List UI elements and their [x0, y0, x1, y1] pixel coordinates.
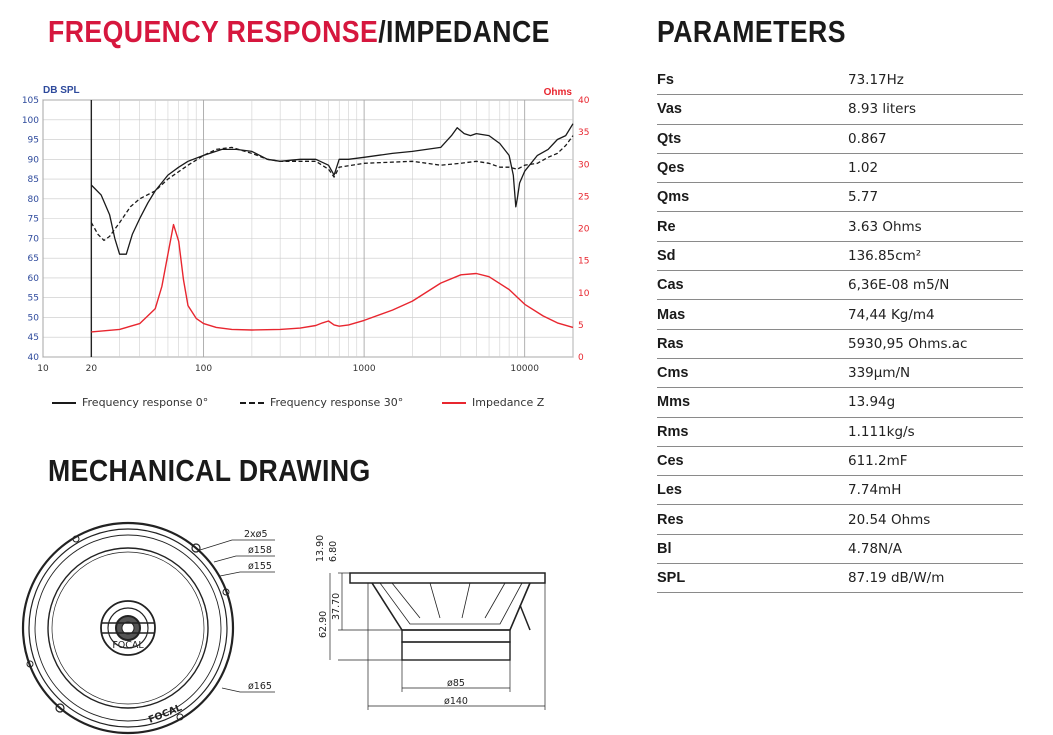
x-tick: 20	[85, 364, 98, 374]
parameter-row	[657, 505, 1023, 534]
parameter-value: 6,36E-08 m5/N	[848, 277, 950, 294]
parameter-value: 611.2mF	[848, 453, 908, 469]
parameter-row	[657, 564, 1023, 593]
y-right-tick: 25	[578, 192, 590, 203]
legend-impedance: Impedance Z	[442, 396, 544, 409]
y-left-tick: 90	[27, 155, 39, 166]
parameter-name: Mms	[657, 394, 691, 411]
legend-frequency-0: Frequency response 0°	[52, 396, 208, 409]
parameter-value: 74,44 Kg/m4	[848, 306, 935, 323]
parameter-name: Re	[657, 218, 676, 235]
dim-140: ø140	[444, 696, 468, 707]
parameter-row	[657, 447, 1023, 476]
parameter-value: 0.867	[848, 130, 887, 147]
parameter-row	[657, 183, 1023, 212]
parameter-row	[657, 388, 1023, 417]
parameter-name: Vas	[657, 101, 682, 118]
dim-155: ø155	[248, 561, 272, 572]
parameter-name: Cms	[657, 365, 689, 382]
parameter-name: Rms	[657, 423, 689, 440]
front-view	[23, 523, 233, 733]
parameter-value: 4.78N/A	[848, 540, 902, 557]
side-view	[330, 573, 545, 710]
y-right-tick: 10	[578, 288, 590, 299]
parameter-value: 13.94g	[848, 394, 896, 411]
y-left-tick: 70	[27, 234, 39, 245]
y-right-tick: 5	[578, 320, 584, 331]
parameter-name: SPL	[657, 570, 686, 587]
parameter-name: Sd	[657, 247, 676, 264]
y-left-tick: 65	[27, 254, 39, 265]
parameter-row	[657, 271, 1023, 300]
y-left-tick: 105	[21, 96, 39, 106]
dim-holes: 2xø5	[244, 529, 268, 540]
parameter-name: Fs	[657, 72, 674, 89]
dim-85: ø85	[447, 678, 465, 689]
x-tick: 10000	[510, 364, 539, 374]
parameter-name: Ras	[657, 335, 684, 352]
parameter-row	[657, 330, 1023, 359]
parameter-row	[657, 242, 1023, 271]
parameter-value: 136.85cm²	[848, 247, 922, 264]
y-left-tick: 40	[27, 353, 39, 363]
dim-13-90: 13.90	[315, 534, 326, 562]
dim-62-90: 62.90	[318, 610, 329, 638]
mechanical-drawing-heading: MECHANICAL DRAWING	[48, 453, 371, 488]
parameter-value: 5930,95 Ohms.ac	[848, 335, 968, 352]
parameter-value: 5.77	[848, 189, 879, 206]
parameter-value: 20.54 Ohms	[848, 511, 931, 528]
y-right-tick: 20	[578, 224, 590, 235]
parameter-name: Res	[657, 511, 684, 528]
y-left-tick: 85	[27, 175, 39, 186]
y-right-tick: 40	[578, 96, 590, 106]
frequency-response-chart	[0, 80, 600, 380]
parameter-value: 3.63 Ohms	[848, 218, 922, 235]
parameter-name: Qes	[657, 160, 685, 177]
parameter-value: 87.19 dB/W/m	[848, 570, 945, 587]
y-right-axis-label: Ohms	[543, 87, 572, 98]
parameter-row	[657, 418, 1023, 447]
parameter-value: 1.111kg/s	[848, 423, 915, 440]
y-left-tick: 55	[27, 293, 39, 304]
x-tick: 10	[37, 364, 49, 374]
parameter-name: Les	[657, 482, 682, 499]
y-left-tick: 60	[27, 273, 39, 284]
parameter-row	[657, 300, 1023, 329]
side-flange	[350, 573, 545, 583]
dim-6-80: 6.80	[328, 540, 339, 562]
parameter-value: 1.02	[848, 160, 879, 177]
parameter-name: Cas	[657, 277, 684, 294]
parameter-row	[657, 359, 1023, 388]
y-left-tick: 80	[27, 194, 39, 205]
x-tick: 100	[194, 364, 213, 374]
y-right-tick: 15	[578, 256, 590, 267]
y-left-tick: 75	[27, 214, 39, 225]
parameters-table	[657, 66, 1023, 593]
parameter-value: 8.93 liters	[848, 101, 917, 118]
y-left-tick: 50	[27, 313, 39, 324]
y-left-tick: 100	[21, 115, 39, 126]
parameter-row	[657, 212, 1023, 241]
tweeter-brand: FOCAL	[112, 640, 144, 651]
y-left-tick: 95	[27, 135, 39, 146]
legend-frequency-30: Frequency response 30°	[240, 396, 403, 409]
brand-logo: FOCAL	[147, 702, 184, 726]
parameter-name: Mas	[657, 306, 686, 323]
y-right-tick: 0	[578, 353, 584, 363]
x-tick: 1000	[352, 364, 376, 374]
dim-158: ø158	[248, 545, 272, 556]
y-left-tick: 45	[27, 333, 39, 344]
parameter-row	[657, 95, 1023, 124]
parameters-heading: PARAMETERS	[657, 14, 846, 49]
mechanical-drawing	[0, 510, 600, 735]
parameter-name: Qms	[657, 189, 690, 206]
parameter-row	[657, 154, 1023, 183]
parameter-row	[657, 476, 1023, 505]
parameter-row	[657, 125, 1023, 154]
y-left-axis-label: DB SPL	[43, 85, 80, 96]
dim-37-70: 37.70	[331, 592, 342, 620]
parameter-name: Qts	[657, 130, 682, 147]
side-magnet	[402, 630, 510, 642]
parameter-value: 73.17Hz	[848, 72, 904, 89]
parameter-row	[657, 66, 1023, 95]
frequency-response-heading: FREQUENCY RESPONSE/IMPEDANCE	[48, 14, 550, 49]
dim-165: ø165	[248, 681, 272, 692]
parameter-value: 7.74mH	[848, 482, 902, 499]
y-right-tick: 35	[578, 128, 590, 139]
y-right-tick: 30	[578, 160, 590, 171]
parameter-name: Ces	[657, 453, 684, 469]
parameter-value: 339µm/N	[848, 365, 911, 382]
parameter-name: Bl	[657, 540, 672, 557]
parameter-row	[657, 535, 1023, 564]
